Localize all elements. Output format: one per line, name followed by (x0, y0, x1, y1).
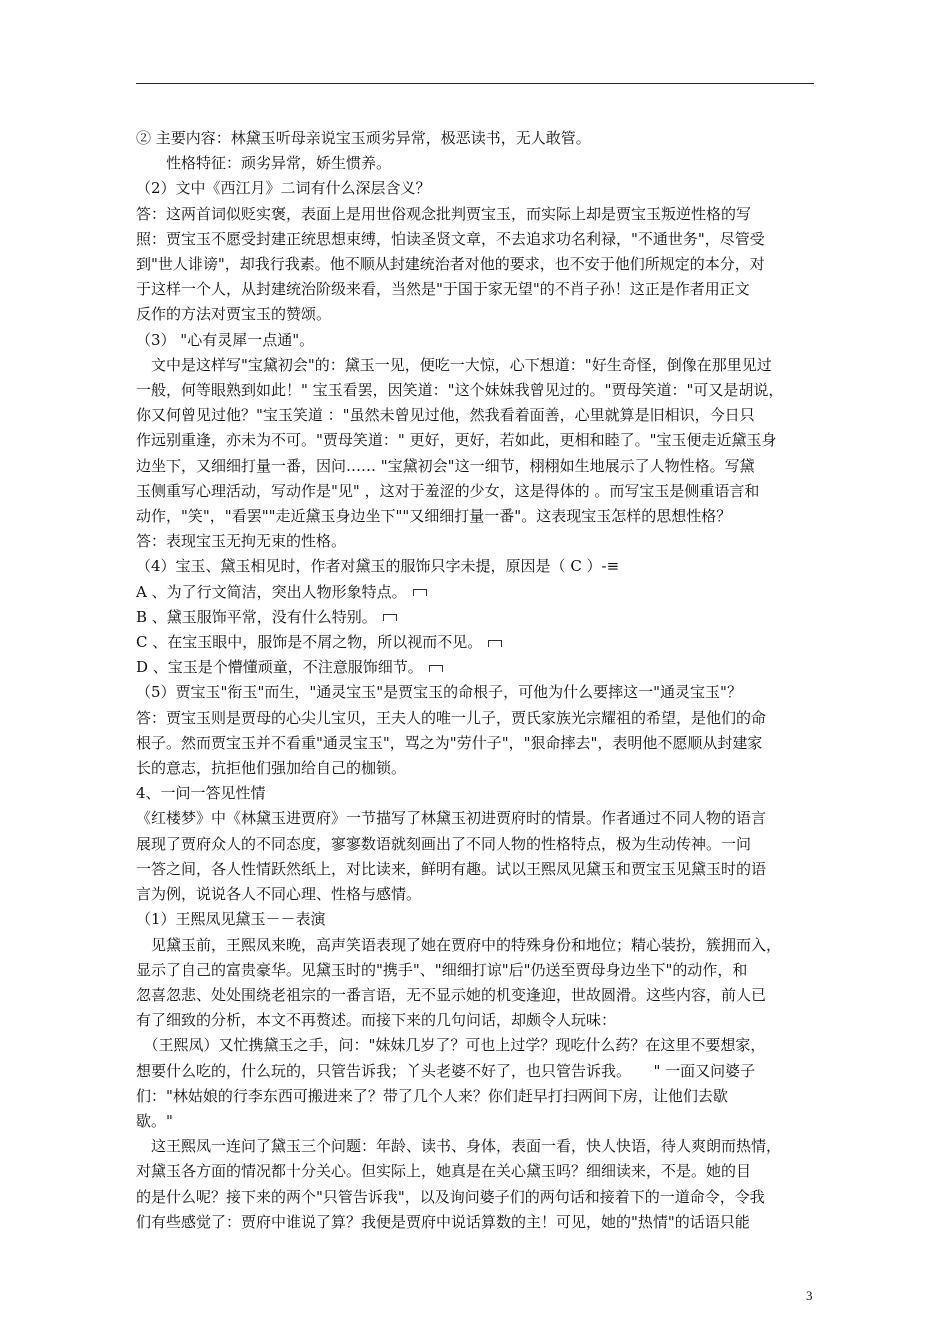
paragraph-mark-icon (383, 614, 397, 621)
text-line: 性格特征：顽劣异常，娇生惯养。 (136, 154, 392, 173)
text-line: 《红楼梦》中《林黛玉进贾府》一节描写了林黛玉初进贾府时的情景。作者通过不同人物的语言 (136, 809, 767, 828)
text-line: （1）王熙凤见黛玉－－表演 (136, 910, 326, 929)
text-line: 的是什么呢？接下来的两个"只管告诉我"，以及询问婆子们的两句话和接着下的一道命令，令我 (136, 1187, 765, 1206)
body-text (136, 126, 826, 1235)
text-line: （王熙凤）又忙携黛玉之手，问："妹妹几岁了？可也上过学？现吃什么药？在这里不要想家， (136, 1036, 766, 1055)
text-line: 一答之间，各人性情跃然纸上，对比读来，鲜明有趣。试以王熙凤见黛玉和贾宝玉见黛玉时的语 (136, 859, 767, 878)
text-line: 动作，"笑"，"看罢""走近黛玉身边坐下""又细细打量一番"。这表现宝玉怎样的思想性格？ (136, 507, 732, 526)
text-line: 文中是这样写"宝黛初会"的：黛玉一见，便吃一大惊，心下想道："好生奇怪，倒像在那里见过 (136, 355, 772, 374)
text-line: 们："林姑娘的行李东西可搬进来了？带了几个人来？你们赶早打扫两间下房，让他们去歇 (136, 1086, 728, 1105)
paragraph-mark-icon (429, 665, 443, 672)
text-line: 想要什么吃的，什么玩的，只管告诉我；丫头老婆不好了，也只管告诉我。 " 一面又问婆子 (136, 1061, 756, 1080)
text-line: 边坐下，又细细打量一番，因问…… "宝黛初会"这一细节，栩栩如生地展示了人物性格。写黛 (136, 456, 755, 475)
text-line: 展现了贾府众人的不同态度，寥寥数语就刻画出了不同人物的性格特点，极为生动传神。一问 (136, 834, 752, 853)
text-line: 作远别重逢，亦未为不可。"贾母笑道：" 更好，更好，若如此，更相和睦了。"宝玉便走近黛玉身 (136, 431, 777, 450)
paragraph-mark-icon (413, 589, 427, 596)
option-text: B 、黛玉服饰平常，没有什么特别。 (136, 607, 377, 626)
text-line: （5）贾宝玉"衔玉"而生，"通灵宝玉"是贾宝玉的命根子，可他为什么要摔这一"通灵宝玉"？ (136, 683, 742, 702)
text-line: （2）文中《西江月》二词有什么深层含义？ (136, 179, 431, 198)
option-line (136, 605, 826, 630)
option-text: A 、为了行文简洁，突出人物形象特点。 (136, 582, 407, 601)
text-line: 反作的方法对贾宝玉的赞颂。 (136, 305, 332, 324)
text-line: 根子。然而贾宝玉并不看重"通灵宝玉"，骂之为"劳什子"，"狠命摔去"，表明他不愿顺从封建家 (136, 733, 763, 752)
text-line: 你又何曾见过他？"宝玉笑道 ："虽然未曾见过他，然我看着面善，心里就算是旧相识，今日只 (136, 406, 755, 425)
text-line: 于这样一个人，从封建统治阶级来看，当然是"于国于家无望"的不肖子孙！这正是作者用正文 (136, 280, 750, 299)
text-line: （3） "心有灵犀一点通"。 (136, 330, 315, 349)
section-heading: 4、一问一答见性情 (136, 784, 266, 803)
text-line: 玉侧重写心理活动，写动作是"见" ，这对于羞涩的少女，这是得体的 。而写宝玉是侧重语言和 (136, 481, 760, 500)
option-line (136, 630, 826, 655)
text-line: 一般，何等眼熟到如此！" 宝玉看罢，因笑道："这个妹妹我曾见过的。"贾母笑道："可又是胡说， (136, 381, 784, 400)
paragraph-mark-icon (488, 640, 502, 647)
text-line: 言为例，说说各人不同心理、性格与感情。 (136, 885, 422, 904)
text-line: 答：这两首词似贬实褒，表面上是用世俗观念批判贾宝玉，而实际上却是贾宝玉叛逆性格的写 (136, 204, 752, 223)
text-line: 到"世人诽谤"，却我行我素。他不顺从封建统治者对他的要求，也不安于他们所规定的本分，对 (136, 255, 765, 274)
option-text: C 、在宝玉眼中，服饰是不屑之物，所以视而不见。 (136, 633, 483, 652)
text-line: 长的意志，抗拒他们强加给自己的枷锁。 (136, 759, 407, 778)
option-line (136, 655, 826, 680)
text-line: （4）宝玉、黛玉相见时，作者对黛玉的服饰只字未提，原因是（ C ）-≡ (136, 557, 620, 576)
option-text: D 、宝玉是个懵懂顽童，不注意服饰细节。 (136, 658, 423, 677)
text-line: 照：贾宝玉不愿受封建正统思想束缚，怕读圣贤文章，不去追求功名利禄，"不通世务"，尽管受 (136, 229, 765, 248)
text-line: 对黛玉各方面的情况都十分关心。但实际上，她真是在关心黛玉吗？细细读来，不是。她的目 (136, 1162, 752, 1181)
text-line: 忽喜忽悲、处处围绕老祖宗的一番言语，无不显示她的机变逢迎，世故圆滑。这些内容，前人已 (136, 985, 767, 1004)
text-line: 有了细致的分析，本文不再赘述。而接下来的几句问话，却颇令人玩味： (136, 1011, 617, 1030)
text-line: ② 主要内容：林黛玉听母亲说宝玉顽劣异常，极恶读书，无人敢管。 (136, 129, 591, 147)
page-number: 3 (806, 1288, 813, 1303)
text-line: 见黛玉前，王熙凤来晚，高声笑语表现了她在贾府中的特殊身份和地位；精心装扮，簇拥而入， (136, 935, 782, 954)
text-line: 答：表现宝玉无拘无束的性格。 (136, 532, 347, 551)
text-line: 歇。" (136, 1111, 173, 1130)
text-line: 显示了自己的富贵豪华。见黛玉时的"携手"、"细细打谅"后"仍送至贾母身边坐下"的动作，和 (136, 960, 748, 979)
text-line: 这王熙凤一连问了黛玉三个问题：年龄、读书、身体，表面一看，快人快语，待人爽朗而热情， (136, 1137, 782, 1156)
text-line: 答：贾宝玉则是贾母的心尖儿宝贝，王夫人的唯一儿子，贾氏家族光宗耀祖的希望，是他们的命 (136, 708, 767, 727)
option-line (136, 580, 826, 605)
header-rule (136, 83, 814, 84)
text-line: 们有些感觉了：贾府中谁说了算？我便是贾府中说话算数的主！可见，她的"热情"的话语只能 (136, 1212, 750, 1231)
